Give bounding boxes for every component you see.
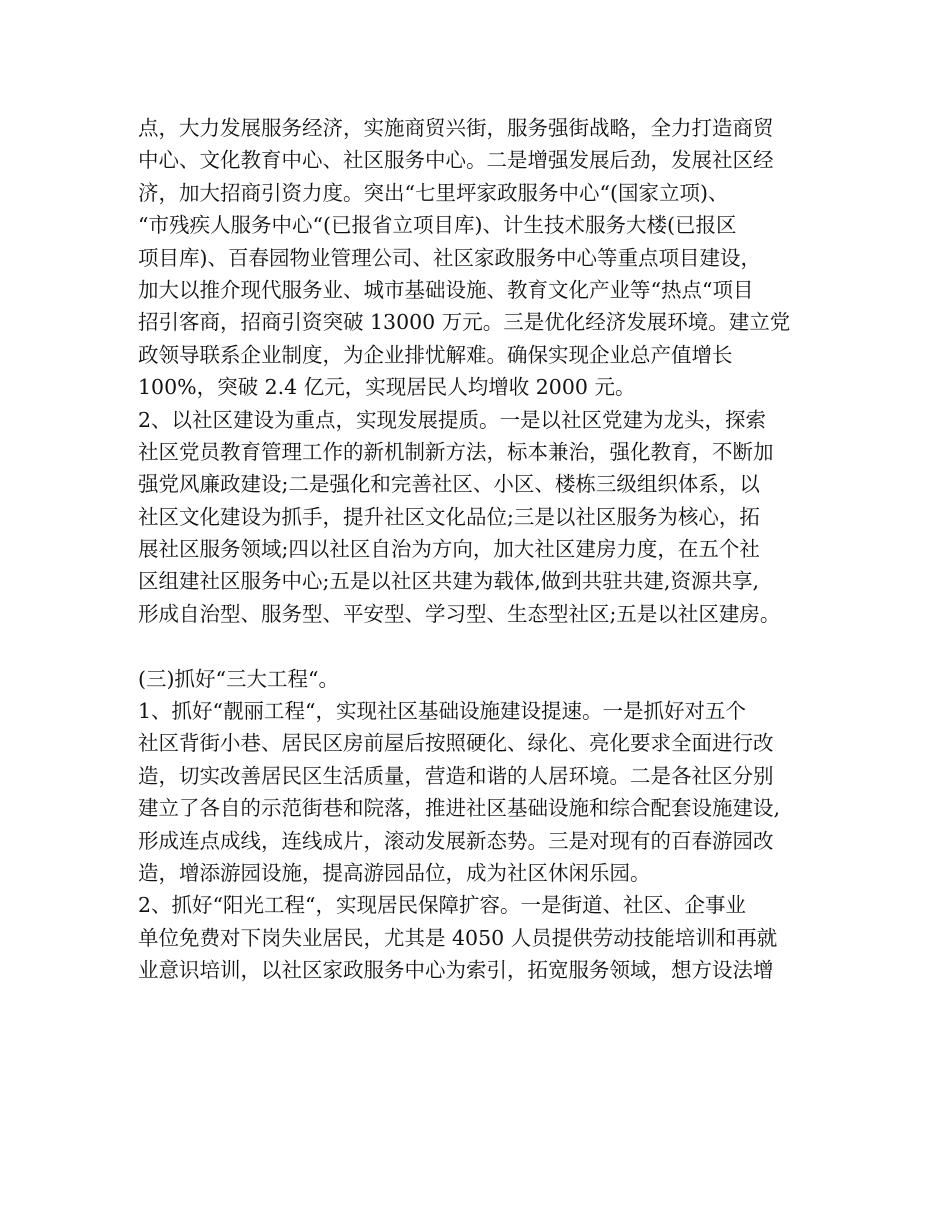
text-line: 形成连点成线，连线成片，滚动发展新态势。三是对现有的百春游园改	[138, 828, 774, 853]
text-line: 展社区服务领域;四以社区自治为方向，加大社区建房力度，在五个社	[138, 537, 760, 562]
text-line: 招引客商，招商引资突破 13000 万元。三是优化经济发展环境。建立党	[138, 310, 791, 335]
text-line: 社区文化建设为抓手，提升社区文化品位;三是以社区服务为核心，拓	[138, 504, 760, 529]
text-line: 100%，突破 2.4 亿元，实现居民人均增收 2000 元。	[138, 375, 636, 400]
text-line: 政领导联系企业制度，为企业排忧解难。确保实现企业总产值增长	[138, 342, 733, 367]
text-line: 项目库)、百春园物业管理公司、社区家政服务中心等重点项目建设，	[138, 245, 761, 270]
text-line: 造，增添游园设施，提高游园品位，成为社区休闲乐园。	[138, 860, 651, 885]
text-line: 社区背街小巷、居民区房前屋后按照硬化、绿化、亮化要求全面进行改	[138, 731, 774, 756]
paragraph-gap	[138, 630, 838, 662]
text-line: 强党风廉政建设;二是强化和完善社区、小区、楼栋三级组织体系，以	[138, 472, 760, 497]
text-line: 中心、文化教育中心、社区服务中心。二是增强发展后劲，发展社区经	[138, 148, 774, 173]
text-line: 社区党员教育管理工作的新机制新方法，标本兼治，强化教育，不断加	[138, 439, 774, 464]
text-line: 造，切实改善居民区生活质量，营造和谐的人居环境。二是各社区分别	[138, 763, 774, 788]
text-line: 加大以推介现代服务业、城市基础设施、教育文化产业等“热点“项目	[138, 277, 754, 302]
text-line: 点，大力发展服务经济，实施商贸兴街，服务强街战略，全力打造商贸	[138, 116, 774, 140]
text-line: 区组建社区服务中心;五是以社区共建为载体,做到共驻共建,资源共享,	[138, 569, 759, 594]
text-line: 2、以社区建设为重点，实现发展提质。一是以社区党建为龙头，探索	[138, 407, 767, 432]
section-heading: (三)抓好“三大工程“。	[138, 666, 339, 691]
text-line: 单位免费对下岗失业居民，尤其是 4050 人员提供劳动技能培训和再就	[138, 925, 778, 950]
text-line: 1、抓好“靓丽工程“，实现社区基础设施建设提速。一是抓好对五个	[138, 699, 747, 724]
text-line: 建立了各自的示范街巷和院落，推进社区基础设施和综合配套设施建设,	[138, 796, 781, 821]
text-line: “市残疾人服务中心“(已报省立项目库)、计生技术服务大楼(已报区	[138, 213, 737, 238]
text-line: 形成自治型、服务型、平安型、学习型、生态型社区;五是以社区建房。	[138, 601, 781, 626]
text-line: 2、抓好“阳光工程“，实现居民保障扩容。一是街道、社区、企事业	[138, 893, 747, 918]
document-body	[138, 112, 838, 987]
text-line: 济，加大招商引资力度。突出“七里坪家政服务中心“(国家立项)、	[138, 180, 729, 205]
text-line: 业意识培训，以社区家政服务中心为索引，拓宽服务领域，想方设法增	[138, 958, 774, 983]
